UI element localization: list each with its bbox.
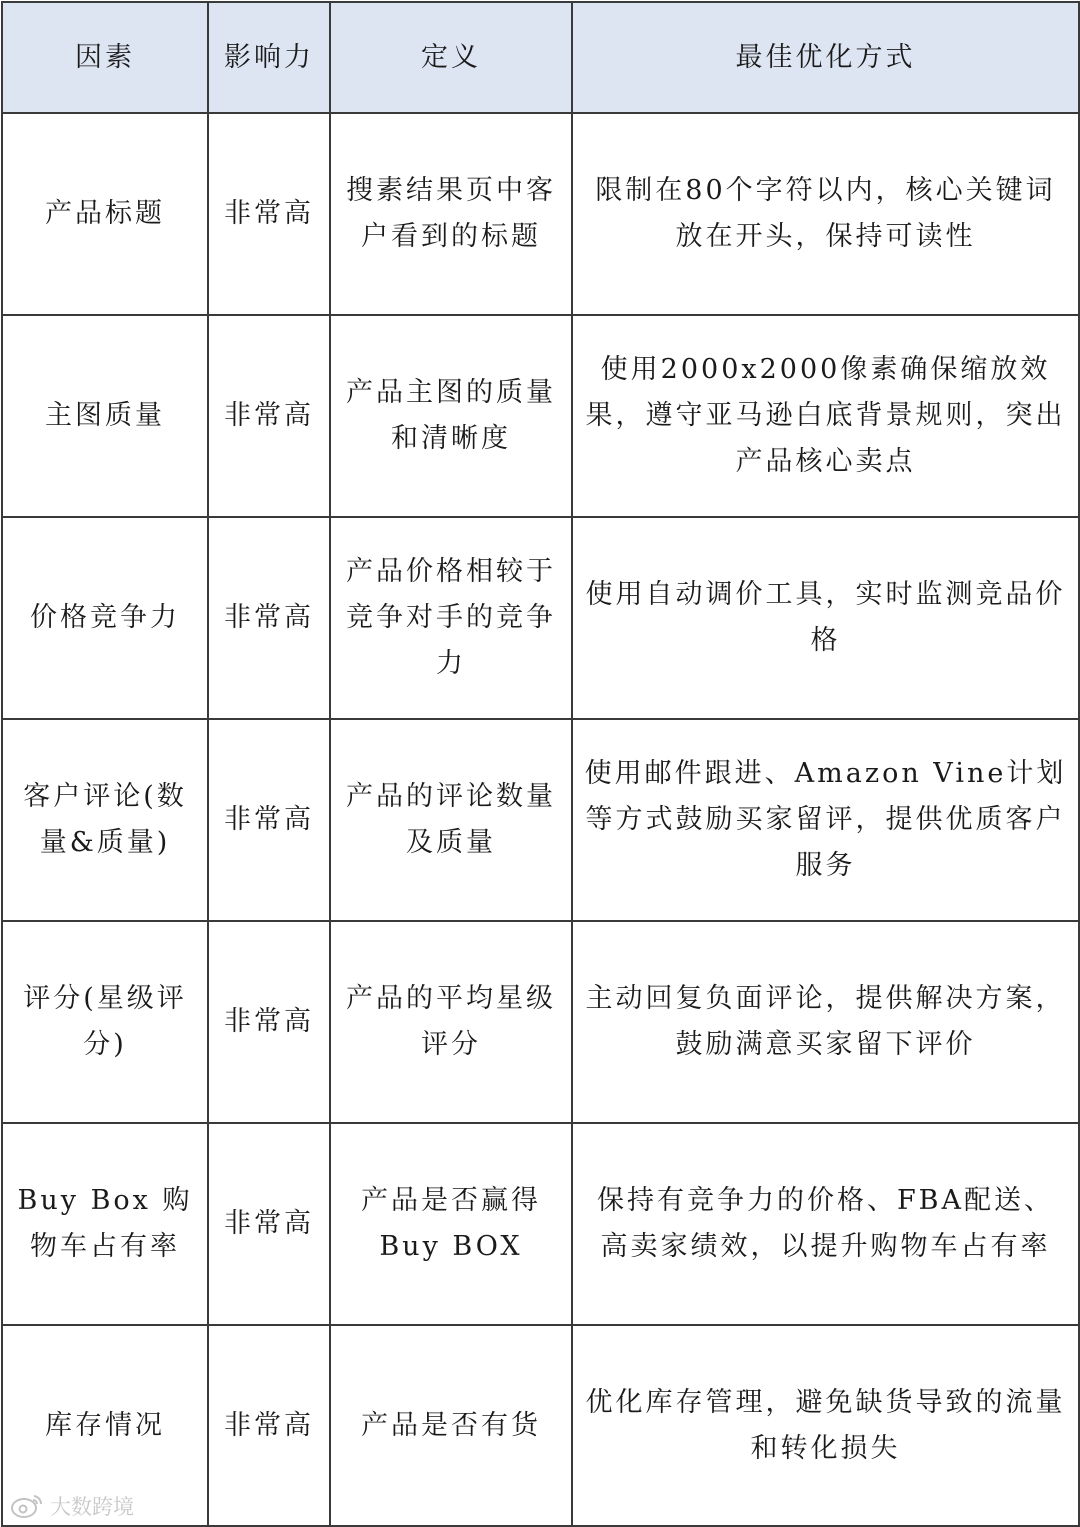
table-row [2,315,1079,517]
cell-definition: 产品主图的质量和清晰度 [330,315,572,517]
cell-factor: 主图质量 [2,315,208,517]
cell-definition: 产品价格相较于竞争对手的竞争力 [330,517,572,719]
factor-table [1,1,1080,1527]
table-row [2,1123,1079,1325]
header-factor: 因素 [2,2,208,113]
cell-impact: 非常高 [208,113,330,315]
table-row [2,517,1079,719]
cell-impact: 非常高 [208,1123,330,1325]
cell-advice: 限制在80个字符以内，核心关键词放在开头，保持可读性 [572,113,1079,315]
cell-advice: 保持有竞争力的价格、FBA配送、高卖家绩效，以提升购物车占有率 [572,1123,1079,1325]
table-row [2,113,1079,315]
cell-definition: 产品是否赢得Buy BOX [330,1123,572,1325]
cell-impact: 非常高 [208,517,330,719]
header-impact: 影响力 [208,2,330,113]
cell-impact: 非常高 [208,315,330,517]
cell-factor: 客户评论(数量&质量) [2,719,208,921]
cell-advice: 优化库存管理，避免缺货导致的流量和转化损失 [572,1325,1079,1526]
cell-factor: 价格竞争力 [2,517,208,719]
cell-definition: 产品是否有货 [330,1325,572,1526]
cell-factor: Buy Box 购物车占有率 [2,1123,208,1325]
cell-factor: 库存情况 [2,1325,208,1526]
table-row [2,719,1079,921]
cell-factor: 评分(星级评分) [2,921,208,1123]
table-row [2,1325,1079,1526]
cell-definition: 产品的评论数量及质量 [330,719,572,921]
cell-impact: 非常高 [208,719,330,921]
header-definition: 定义 [330,2,572,113]
cell-factor: 产品标题 [2,113,208,315]
cell-impact: 非常高 [208,1325,330,1526]
cell-advice: 使用2000x2000像素确保缩放效果，遵守亚马逊白底背景规则，突出产品核心卖点 [572,315,1079,517]
cell-advice: 使用邮件跟进、Amazon Vine计划等方式鼓励买家留评，提供优质客户服务 [572,719,1079,921]
cell-advice: 主动回复负面评论，提供解决方案，鼓励满意买家留下评价 [572,921,1079,1123]
cell-definition: 搜素结果页中客户看到的标题 [330,113,572,315]
cell-impact: 非常高 [208,921,330,1123]
cell-definition: 产品的平均星级评分 [330,921,572,1123]
watermark-text: 大数跨境 [50,1495,134,1519]
table-row [2,921,1079,1123]
header-row [2,2,1079,113]
cell-advice: 使用自动调价工具，实时监测竞品价格 [572,517,1079,719]
header-advice: 最佳优化方式 [572,2,1079,113]
